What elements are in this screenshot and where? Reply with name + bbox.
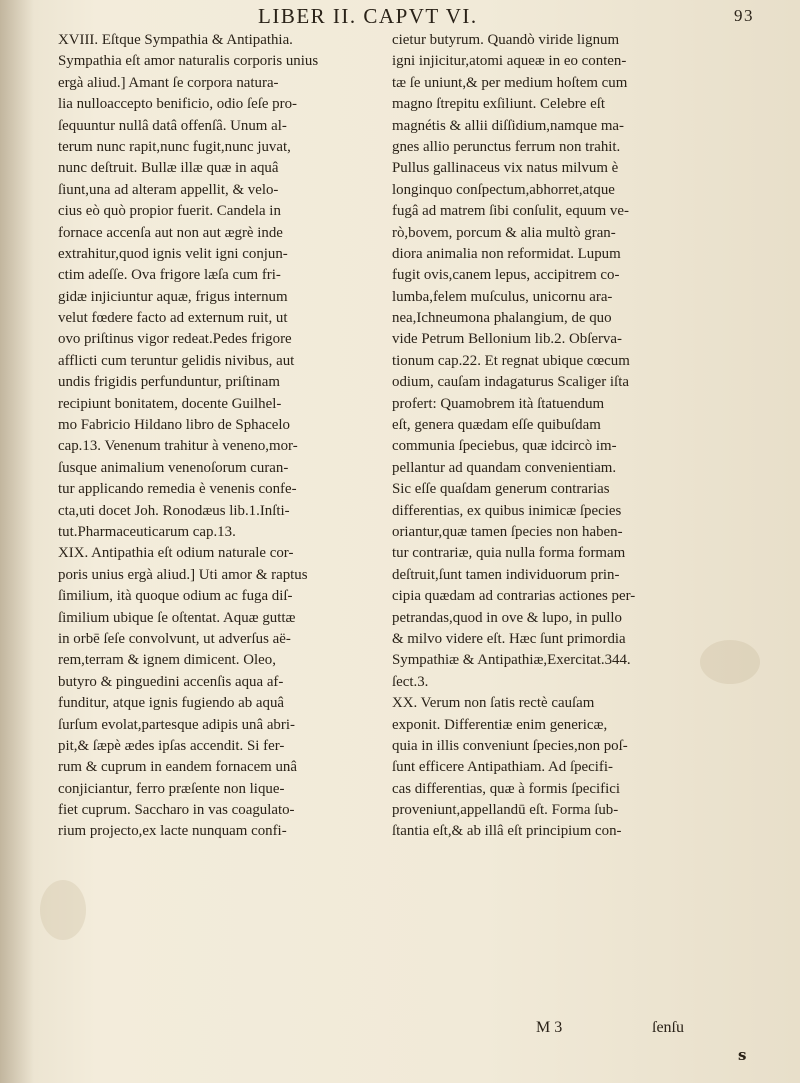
text-line: tut.Pharmaceuticarum cap.13. xyxy=(58,523,236,540)
text-line: ſequuntur nullâ datâ offenſâ. Unum al- xyxy=(58,117,287,134)
text-line: longinquo conſpectum,abhorret,atque xyxy=(392,181,615,198)
text-line: tionum cap.22. Et regnat ubique cœcum xyxy=(392,352,630,369)
text-line: quia in illis conveniunt ſpecies,non poſ- xyxy=(392,737,628,754)
text-line: butyro & pinguedini accenſis aqua af- xyxy=(58,673,284,690)
left-text-column xyxy=(58,30,376,843)
text-line: diora animalia non reformidat. Lupum xyxy=(392,245,621,262)
text-line: tur applicando remedia è venenis confe- xyxy=(58,481,297,498)
text-line: mo Fabricio Hildano libro de Sphacelo xyxy=(58,417,290,434)
text-line: cietur butyrum. Quandò viride lignum xyxy=(392,32,620,48)
text-line: cap.13. Venenum trahitur à veneno,mor- xyxy=(58,438,298,455)
text-line: rium projecto,ex lacte nunquam confi- xyxy=(58,823,287,840)
text-line: magnétis & allii diſſidium,namque ma- xyxy=(392,117,625,134)
text-line: ſusque animalium venenoſorum curan- xyxy=(58,459,289,476)
text-line: fiet cuprum. Saccharo in vas coagulato- xyxy=(58,802,295,819)
text-line: oriantur,quæ tamen ſpecies non haben- xyxy=(392,523,623,540)
catchword: ſenſu xyxy=(652,1019,684,1036)
text-line: igni injicitur,atomi aqueæ in eo conten- xyxy=(392,53,627,70)
text-line: pit,& ſæpè ædes ipſas accendit. Si fer- xyxy=(58,737,285,754)
text-line: nunc deſtruit. Bullæ illæ quæ in aquâ xyxy=(58,160,279,177)
text-line: recipiunt bonitatem, docente Guilhel- xyxy=(58,395,282,412)
text-line: ſiunt,una ad alteram appellit, & velo- xyxy=(58,181,279,198)
text-line: velut fœdere facto ad externum ruit, ut xyxy=(58,310,288,327)
text-line: XX. Verum non ſatis rectè cauſam xyxy=(392,695,595,712)
text-line: rem,terram & ignem dimicent. Oleo, xyxy=(58,652,276,669)
text-line: conjiciantur, ferro præſente non lique- xyxy=(58,780,285,797)
text-line: odium, cauſam indagaturus Scaliger iſta xyxy=(392,374,629,391)
text-line: ergà aliud.] Amant ſe corpora natura- xyxy=(58,74,279,91)
text-line: Pullus gallinaceus vix natus milvum è xyxy=(392,160,619,177)
text-line: ſtantia eſt,& ab illâ eſt principium con- xyxy=(392,823,622,840)
foxing-stain xyxy=(40,880,86,940)
text-line: Sympathiæ & Antipathiæ,Exercitat.344. xyxy=(392,652,631,669)
text-line: deſtruit,ſunt tamen individuorum prin- xyxy=(392,566,620,583)
text-line: tur contrariæ, quia nulla forma formam xyxy=(392,545,626,562)
text-line: fugâ ad matrem ſibi conſulit, equum ve- xyxy=(392,203,629,220)
ornament-mark: s xyxy=(738,1046,747,1064)
text-line: fugit ovis,canem lepus, accipitrem co- xyxy=(392,267,620,284)
text-line: undis frigidis perfunduntur, priſtinam xyxy=(58,374,280,391)
text-line: lumba,felem muſculus, unicornu ara- xyxy=(392,288,613,305)
text-line: ctim adeſſe. Ova frigore læſa cum fri- xyxy=(58,267,281,284)
text-line: XVIII. Eſtque Sympathia & Antipathia. xyxy=(58,32,293,48)
text-line: profert: Quamobrem ità ſtatuendum xyxy=(392,395,605,412)
running-head xyxy=(0,2,800,32)
text-line: differentias, ex quibus inimicæ ſpecies xyxy=(392,502,622,519)
text-line: tæ ſe uniunt,& per medium hoſtem cum xyxy=(392,74,628,91)
text-line: rò,bovem, porcum & alia multò gran- xyxy=(392,224,616,241)
text-line: poris unius ergà aliud.] Uti amor & raptus xyxy=(58,566,308,583)
text-line: ſimilium ubique ſe oſtentat. Aquæ guttæ xyxy=(58,609,296,626)
text-line: pellantur ad quandam convenientiam. xyxy=(392,459,617,476)
text-line: terum nunc rapit,nunc fugit,nunc juvat, xyxy=(58,138,291,155)
text-line: afflicti cum teruntur gelidis nivibus, aut xyxy=(58,352,295,369)
text-line: eſt, genera quædam eſſe quibuſdam xyxy=(392,417,601,434)
text-line: cipia quædam ad contrarias actiones per- xyxy=(392,588,636,605)
text-line: in orbē ſeſe convolvunt, ut adverſus aë- xyxy=(58,630,291,647)
text-line: petrandas,quod in ove & lupo, in pullo xyxy=(392,609,622,626)
text-line: cta,uti docet Joh. Ronodæus lib.1.Inſti- xyxy=(58,502,290,519)
text-line: ovo priſtinus vigor redeat.Pedes frigore xyxy=(58,331,292,348)
text-line: fornace accenſa aut non aut ægrè inde xyxy=(58,224,283,241)
text-line: cas differentias, quæ à formis ſpecifici xyxy=(392,780,620,797)
text-line: magno ſtrepitu exſiliunt. Celebre eſt xyxy=(392,96,605,113)
text-line: cius eò quò propior fuerit. Candela in xyxy=(58,203,281,220)
text-line: proveniunt,appellandū eſt. Forma ſub- xyxy=(392,802,619,819)
text-line: vide Petrum Bellonium lib.2. Obſerva- xyxy=(392,331,622,348)
text-line: ſurſum evolat,partesque adipis unâ abri- xyxy=(58,716,295,733)
text-line: XIX. Antipathia eſt odium naturale cor- xyxy=(58,545,294,562)
running-head-title: LIBER II. CAPVT VI. xyxy=(258,4,478,28)
text-line: ſunt efficere Antipathiam. Ad ſpecifi- xyxy=(392,759,613,776)
text-line: ſimilium, ità quoque odium ac fuga diſ- xyxy=(58,588,293,605)
text-line: gnes allio perunctus ferrum non trahit. xyxy=(392,138,621,155)
text-line: nea,Ichneumona phalangium, de quo xyxy=(392,310,612,327)
text-line: communia ſpeciebus, quæ idcircò im- xyxy=(392,438,617,455)
right-text-column xyxy=(392,30,712,843)
gutter-shadow xyxy=(0,0,34,1083)
text-line: gidæ injiciuntur aquæ, frigus internum xyxy=(58,288,288,305)
text-line: rum & cuprum in eandem fornacem unâ xyxy=(58,759,297,776)
text-line: Sic eſſe quaſdam generum contrarias xyxy=(392,481,610,498)
text-line: extrahitur,quod ignis velit igni conjun- xyxy=(58,245,288,262)
text-line: exponit. Differentiæ enim genericæ, xyxy=(392,716,608,733)
text-line: funditur, atque ignis fugiendo ab aquâ xyxy=(58,695,285,712)
text-line: & milvo videre eſt. Hæc ſunt primordia xyxy=(392,630,626,647)
text-line: lia nulloaccepto benificio, odio ſeſe pro- xyxy=(58,96,297,113)
signature-mark: M 3 xyxy=(536,1019,563,1036)
text-line: ſect.3. xyxy=(392,673,429,690)
page-number: 93 xyxy=(734,6,754,25)
text-line: Sympathia eſt amor naturalis corporis unius xyxy=(58,53,319,70)
